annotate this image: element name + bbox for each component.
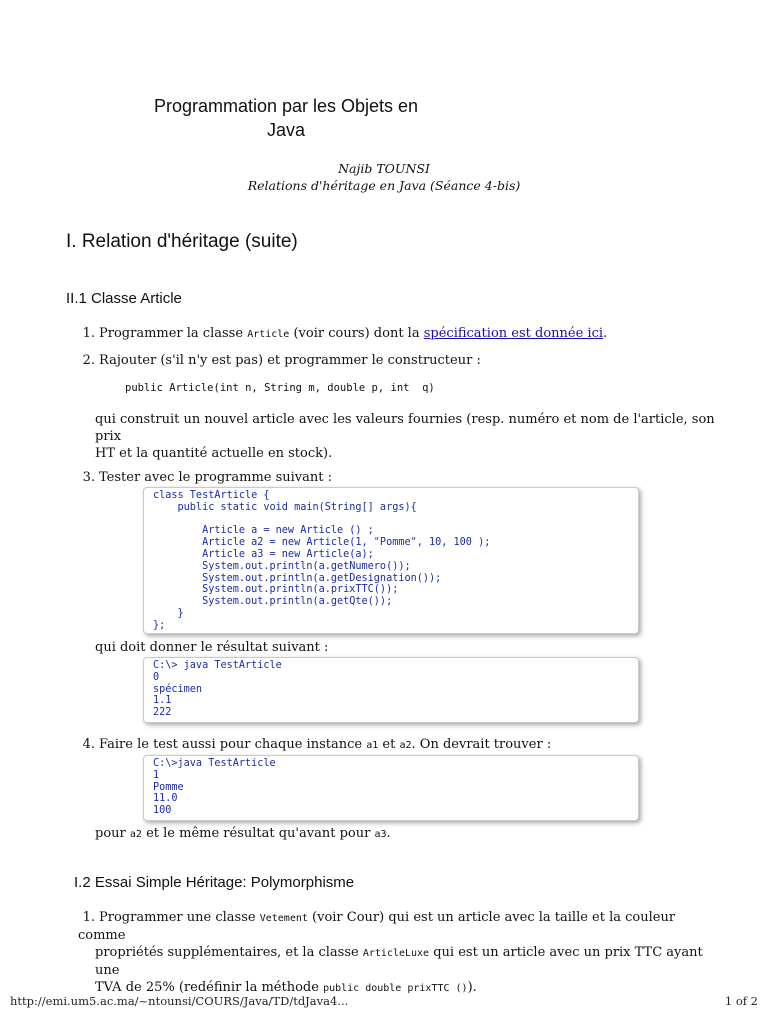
title-line-2: Java (266, 120, 306, 140)
section-heading: I. Relation d'héritage (suite) (66, 231, 298, 252)
inline-code: ArticleLuxe (362, 948, 430, 959)
item-text: (voir cours) dont la (293, 326, 420, 341)
page-number: 1 of 2 (724, 994, 758, 1008)
code-block-test-article (143, 487, 639, 634)
list-item-4 (78, 736, 551, 754)
item-text: Rajouter (s'il n'y est pas) et programmer le constructeur : (99, 353, 481, 368)
author-name: Najib TOUNSI (338, 161, 430, 176)
description-line: qui construit un nouvel article avec les valeurs fournies (resp. numéro et nom de l'article, son prix (95, 412, 715, 444)
comparison-note (95, 825, 715, 843)
list-number: 1. (82, 326, 95, 341)
list-number: 4. (82, 737, 95, 752)
console-output: C:\>java TestArticle 1 Pomme 11.0 100 (153, 758, 276, 817)
inline-code: a3 (374, 829, 387, 840)
list-item-3 (78, 469, 332, 486)
item-text: Tester avec le programme suivant : (99, 470, 333, 485)
list-item-1 (78, 325, 607, 343)
description-line: HT et la quantité actuelle en stock). (95, 446, 333, 461)
item-line (78, 909, 718, 944)
constructor-signature: public Article(int n, String m, double p, int q) (125, 382, 435, 394)
output-block-2 (143, 755, 639, 821)
title-line-1: Programmation par les Objets en (153, 96, 419, 116)
item-text: qui est un article avec un prix TTC ayant une (95, 945, 703, 978)
session-subtitle: Relations d'héritage en Java (Séance 4-bis) (247, 178, 521, 193)
document-title (70, 94, 502, 142)
item-text: ). (467, 980, 477, 995)
item-text: et le même résultat qu'avant pour (146, 826, 371, 841)
item-text: Programmer une classe (99, 910, 256, 925)
item-text: . On devrait trouver : (411, 737, 552, 752)
item-text: propriétés supplémentaires, et la classe (95, 945, 359, 960)
inline-code: public double prixTTC () (323, 983, 468, 994)
specification-link[interactable]: spécification est donnée ici (423, 326, 604, 341)
item-text: (voir Cour) qui est un article avec la taille et la couleur comme (78, 910, 676, 943)
document-subtitle (200, 160, 568, 194)
item-text: pour (95, 826, 126, 841)
output-block-1 (143, 657, 639, 723)
result-intro: qui doit donner le résultat suivant : (95, 640, 329, 655)
item-line (78, 944, 718, 979)
list-number: 3. (82, 470, 95, 485)
list-item-2 (78, 352, 481, 369)
page-url: http://emi.um5.ac.ma/~ntounsi/COURS/Java/TD/tdJava4... (10, 994, 349, 1008)
inline-code: a2 (129, 829, 142, 840)
item-text: Faire le test aussi pour chaque instance (99, 737, 363, 752)
code-listing: class TestArticle { public static void main(String[] args){ Article a = new Article () ; Article a2 = new Article(1, "Pomme", 10, 100 ); Article a3 = new Article(a); System.out.println(a.getNumero()); System.out.println(a.getDesignation()); System.out.println(a.prixTTC()); System.out.println(a.getQte()); } }; (153, 490, 491, 631)
list-item-polymorphism (78, 909, 718, 997)
item-text: et (382, 737, 396, 752)
item-text: TVA de 25% (redéfinir la méthode (95, 980, 319, 995)
item-text: . (386, 826, 391, 841)
list-number: 2. (82, 353, 95, 368)
inline-code: Article (247, 329, 290, 340)
item-text: . (603, 326, 608, 341)
constructor-description (95, 411, 715, 462)
inline-code: Vetement (259, 913, 308, 924)
subsection-heading-2: I.2 Essai Simple Héritage: Polymorphisme (74, 874, 355, 891)
inline-code: a2 (399, 740, 412, 751)
list-number: 1. (82, 910, 95, 925)
inline-code: a1 (366, 740, 379, 751)
console-output: C:\> java TestArticle 0 spécimen 1.1 222 (153, 660, 282, 719)
subsection-heading-1: II.1 Classe Article (66, 290, 182, 307)
item-text: Programmer la classe (99, 326, 244, 341)
